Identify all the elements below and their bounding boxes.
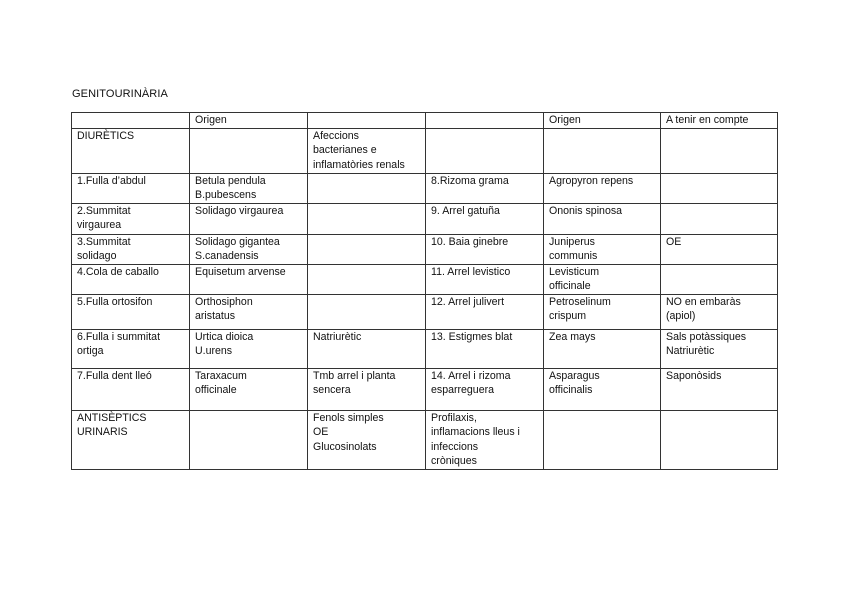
table-cell: Sals potàssiques Natriurètic (661, 329, 778, 368)
table-row (72, 368, 778, 410)
table-cell (308, 294, 426, 329)
table-cell (190, 410, 308, 469)
table-row (72, 294, 778, 329)
table-cell: 2.Summitat virgaurea (72, 203, 190, 234)
table-cell: 1.Fulla d’abdul (72, 173, 190, 203)
header-cell: Origen (190, 113, 308, 129)
table-row (72, 329, 778, 368)
table-cell: Solidago virgaurea (190, 203, 308, 234)
table-row (72, 203, 778, 234)
table-cell (308, 234, 426, 264)
table-cell: OE (661, 234, 778, 264)
table-row (72, 410, 778, 469)
table-row (72, 173, 778, 203)
table-cell: 8.Rizoma grama (426, 173, 544, 203)
table-cell: NO en embaràs (apiol) (661, 294, 778, 329)
genitourinary-table (71, 112, 778, 470)
table-cell: Tmb arrel i planta sencera (308, 368, 426, 410)
table-cell: 12. Arrel julivert (426, 294, 544, 329)
table-cell (308, 264, 426, 294)
table-cell (426, 128, 544, 173)
table-cell (661, 264, 778, 294)
table-cell: 10. Baia ginebre (426, 234, 544, 264)
table-cell (661, 203, 778, 234)
header-cell: Origen (544, 113, 661, 129)
table-cell: Saponòsids (661, 368, 778, 410)
table-cell: 11. Arrel levistico (426, 264, 544, 294)
table-cell: 5.Fulla ortosifon (72, 294, 190, 329)
table-cell: 9. Arrel gatuña (426, 203, 544, 234)
table-cell: Levisticum officinale (544, 264, 661, 294)
table-cell: Fenols simples OE Glucosinolats (308, 410, 426, 469)
table-cell: Agropyron repens (544, 173, 661, 203)
table-cell: Ononis spinosa (544, 203, 661, 234)
table-row (72, 234, 778, 264)
table-cell: Profilaxis, inflamacions lleus i infeccions cròniques (426, 410, 544, 469)
table-cell: 4.Cola de caballo (72, 264, 190, 294)
table-cell: 14. Arrel i rizoma esparreguera (426, 368, 544, 410)
table-cell: Solidago gigantea S.canadensis (190, 234, 308, 264)
table-cell (190, 128, 308, 173)
header-cell (72, 113, 190, 129)
header-cell (426, 113, 544, 129)
table-cell (544, 128, 661, 173)
table-cell: Equisetum arvense (190, 264, 308, 294)
header-row (72, 113, 778, 129)
table-cell: 3.Summitat solidago (72, 234, 190, 264)
table-cell: Urtica dioica U.urens (190, 329, 308, 368)
table-cell (308, 203, 426, 234)
page-title: GENITOURINÀRIA (72, 88, 168, 100)
table-cell (661, 410, 778, 469)
table-cell: 13. Estigmes blat (426, 329, 544, 368)
table-cell: Taraxacum officinale (190, 368, 308, 410)
table-cell (661, 173, 778, 203)
table-cell: Zea mays (544, 329, 661, 368)
table-cell: Natriurètic (308, 329, 426, 368)
table-row (72, 264, 778, 294)
table-cell (661, 128, 778, 173)
table-cell: Orthosiphon aristatus (190, 294, 308, 329)
table-cell: Betula pendula B.pubescens (190, 173, 308, 203)
table-cell: 6.Fulla i summitat ortiga (72, 329, 190, 368)
table-cell (308, 173, 426, 203)
table-cell: ANTISÈPTICS URINARIS (72, 410, 190, 469)
table-cell (544, 410, 661, 469)
header-cell: A tenir en compte (661, 113, 778, 129)
table-cell: Afeccions bacterianes e inflamatòries renals (308, 128, 426, 173)
table-cell: Juniperus communis (544, 234, 661, 264)
table-cell: 7.Fulla dent lleó (72, 368, 190, 410)
table-cell: DIURÈTICS (72, 128, 190, 173)
table-cell: Asparagus officinalis (544, 368, 661, 410)
table-cell: Petroselinum crispum (544, 294, 661, 329)
table-row (72, 128, 778, 173)
header-cell (308, 113, 426, 129)
